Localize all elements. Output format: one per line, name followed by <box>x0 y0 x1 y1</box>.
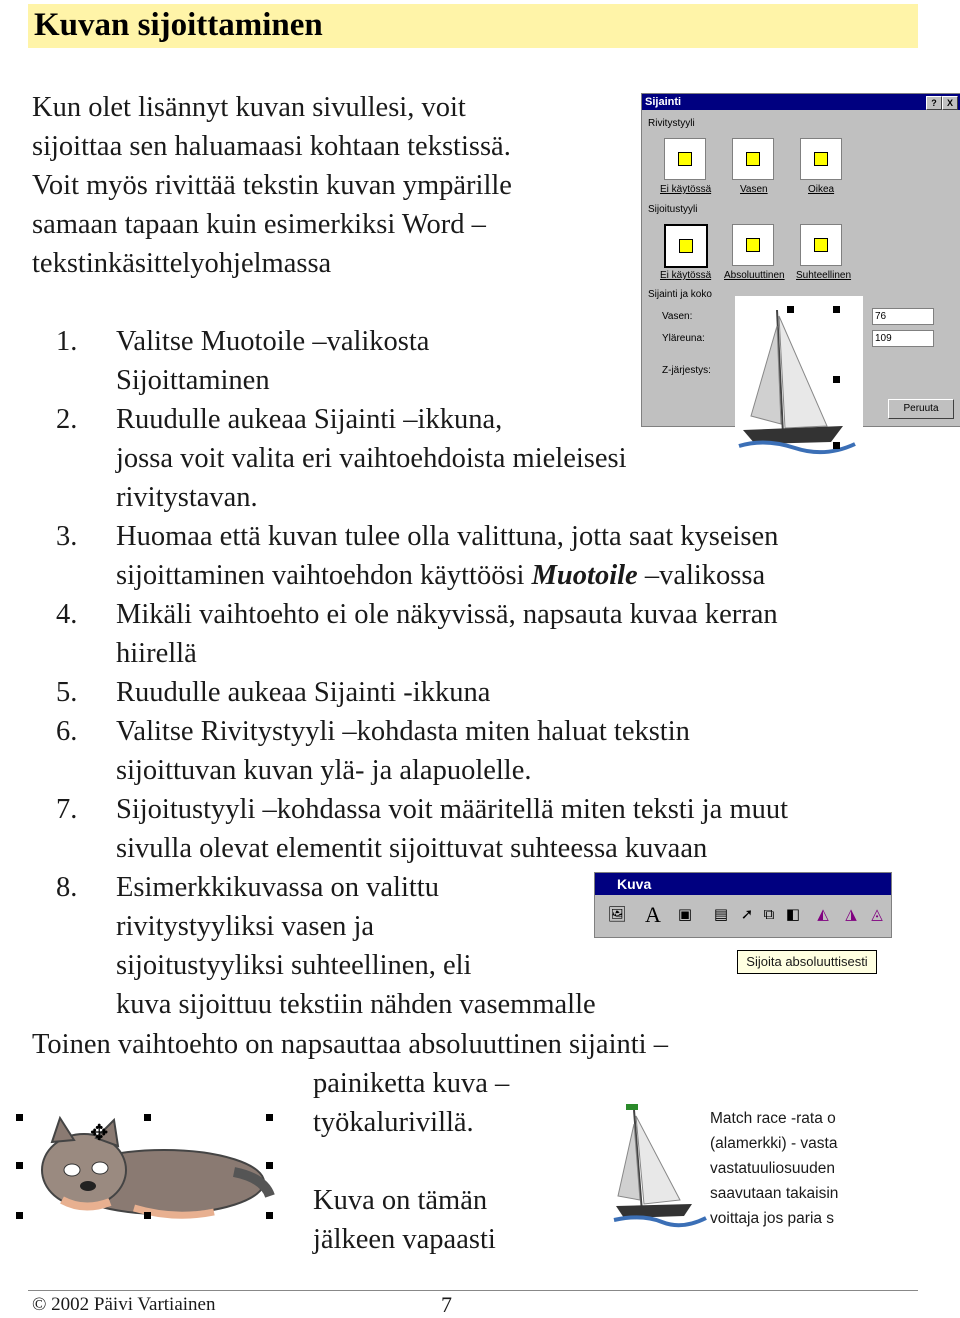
intro-line: tekstinkäsittelyohjelmassa <box>32 248 332 279</box>
intro-line: samaan tapaan kuin esimerkiksi Word – <box>32 209 486 240</box>
pos-none-label: Ei käytössä <box>660 270 712 281</box>
cursor-arrow-icon: ➚ <box>740 906 754 923</box>
pos-relative-label: Suhteellinen <box>796 270 852 281</box>
step-8-line: sijoitustyyliksi suhteellinen, eli <box>116 950 472 981</box>
pos-group-label: Sijoitustyyli <box>648 204 698 215</box>
sailboat-image-2 <box>612 1100 708 1228</box>
step-7-line: sivulla olevat elementit sijoittuvat suhteessa kuvaan <box>116 833 708 864</box>
step-5-line: Ruudulle aukeaa Sijainti -ikkuna <box>116 677 491 708</box>
step-8-line: Esimerkkikuvassa on valittu <box>116 872 439 903</box>
bring-forward-icon[interactable]: ⧉ <box>763 906 775 923</box>
toolbar-tooltip: Sijoita absoluuttisesti <box>737 950 877 974</box>
intro-line: Voit myös rivittää tekstin kuvan ympärille <box>32 170 512 201</box>
dialog-title: Sijainti <box>642 94 960 110</box>
resize-handle[interactable] <box>144 1212 151 1219</box>
closing-line: painiketta kuva – <box>313 1068 510 1099</box>
footer-copyright: © 2002 Päivi Vartiainen <box>32 1294 216 1315</box>
top-label: Yläreuna: <box>662 333 705 344</box>
wrap-none-label: Ei käytössä <box>660 184 712 195</box>
step-6-line: Valitse Rivitystyyli –kohdasta miten haluat tekstin <box>116 716 690 747</box>
resize-handle[interactable] <box>266 1114 273 1121</box>
resize-handle[interactable] <box>787 306 794 313</box>
page-title: Kuvan sijoittaminen <box>34 7 323 43</box>
square-icon <box>679 239 693 253</box>
top-field[interactable]: 109 <box>872 330 934 347</box>
resize-handle[interactable] <box>16 1162 23 1169</box>
resize-handle[interactable] <box>833 442 840 449</box>
resize-handle[interactable] <box>833 306 840 313</box>
resize-handle[interactable] <box>16 1212 23 1219</box>
align-right-icon[interactable]: ◬ <box>871 906 883 923</box>
square-icon <box>678 152 692 166</box>
step-number: 6. <box>56 716 78 747</box>
step-number: 4. <box>56 599 78 630</box>
note-line: voittaja jos paria s <box>710 1210 835 1227</box>
text-icon[interactable]: A <box>645 902 661 927</box>
step-number: 1. <box>56 326 78 357</box>
step-3-text: sijoittaminen vaihtoehdon käyttöösi <box>116 560 532 591</box>
resize-handle[interactable] <box>144 1114 151 1121</box>
title-bar <box>28 4 918 48</box>
close-button[interactable]: X <box>942 96 958 110</box>
square-icon <box>814 238 828 252</box>
pos-absolute-option[interactable] <box>732 224 774 266</box>
move-cursor-icon: ✥ <box>90 1120 109 1145</box>
example-note <box>710 1106 852 1231</box>
intro-line: Kun olet lisännyt kuvan sivullesi, voit <box>32 92 466 123</box>
align-center-icon[interactable]: ◮ <box>845 906 857 923</box>
resize-handle[interactable] <box>266 1162 273 1169</box>
resize-handle[interactable] <box>16 1114 23 1121</box>
step-4-line: Mikäli vaihtoehto ei ole näkyvissä, napsauta kuvaa kerran <box>116 599 778 630</box>
sailboat-icon <box>612 1100 708 1228</box>
left-field[interactable]: 76 <box>872 308 934 325</box>
menu-name-muotoile: Muotoile <box>531 560 638 591</box>
absolute-position-icon[interactable]: ▤ <box>713 906 729 923</box>
square-icon <box>746 152 760 166</box>
wrap-right-option[interactable] <box>800 138 842 180</box>
wrap-group-label: Rivitystyyli <box>648 118 695 129</box>
cat-image[interactable] <box>14 1112 276 1224</box>
left-label: Vasen: <box>662 311 693 322</box>
kuva-toolbar <box>594 872 892 938</box>
wrap-left-option[interactable] <box>732 138 774 180</box>
note-line: vastatuuliosuuden <box>710 1160 835 1177</box>
step-3-text: –valikossa <box>637 560 766 591</box>
step-8-line: rivitystyyliksi vasen ja <box>116 911 375 942</box>
cat-icon <box>14 1112 276 1224</box>
resize-handle[interactable] <box>833 376 840 383</box>
step-number: 8. <box>56 872 78 903</box>
size-group-label: Sijainti ja koko <box>648 289 712 300</box>
step-number: 5. <box>56 677 78 708</box>
step-6-line: sijoittuvan kuvan ylä- ja alapuolelle. <box>116 755 532 786</box>
pos-none-option[interactable] <box>664 224 708 268</box>
resize-handle[interactable] <box>266 1212 273 1219</box>
closing-line: Kuva on tämän <box>313 1185 488 1216</box>
step-3-line: Huomaa että kuvan tulee olla valittuna, jotta saat kyseisen <box>116 521 779 552</box>
wrap-left-label: Vasen <box>740 184 768 195</box>
step-number: 2. <box>56 404 78 435</box>
step-2-line: rivitystavan. <box>116 482 258 513</box>
sailboat-image[interactable] <box>735 296 863 456</box>
square-icon <box>814 152 828 166</box>
step-number: 7. <box>56 794 78 825</box>
closing-line: työkalurivillä. <box>313 1107 474 1138</box>
step-4-line: hiirellä <box>116 638 197 669</box>
note-line: saavutaan takaisin <box>710 1185 839 1202</box>
pos-relative-option[interactable] <box>800 224 842 266</box>
step-3-line <box>116 556 765 595</box>
cancel-button[interactable]: Peruuta <box>888 399 954 419</box>
intro-line: sijoittaa sen haluamaasi kohtaan tekstissä. <box>32 131 511 162</box>
send-backward-icon[interactable]: ◧ <box>785 906 801 923</box>
wrap-none-option[interactable] <box>664 138 706 180</box>
step-7-line: Sijoitustyyli –kohdassa voit määritellä miten teksti ja muut <box>116 794 789 825</box>
step-2-line: jossa voit valita eri vaihtoehdoista mieleisesi <box>116 443 627 474</box>
step-number: 3. <box>56 521 78 552</box>
z-order-label: Z-järjestys: <box>662 365 711 376</box>
closing-line: Toinen vaihtoehto on napsauttaa absoluuttinen sijainti – <box>32 1029 668 1060</box>
note-line: Match race -rata o <box>710 1110 836 1127</box>
step-1-line: Valitse Muotoile –valikosta <box>116 326 430 357</box>
step-2-line: Ruudulle aukeaa Sijainti –ikkuna, <box>116 404 503 435</box>
image-properties-icon[interactable]: ▣ <box>677 906 693 923</box>
insert-picture-icon[interactable]: 🖼 <box>607 906 627 923</box>
closing-line: jälkeen vapaasti <box>313 1224 496 1255</box>
toolbar-title: Kuva <box>595 873 891 895</box>
page-number: 7 <box>441 1292 452 1317</box>
square-icon <box>746 238 760 252</box>
step-1-line: Sijoittaminen <box>116 365 270 396</box>
align-left-icon[interactable]: ◭ <box>817 906 829 923</box>
intro-paragraph <box>32 88 512 283</box>
wrap-right-label: Oikea <box>808 184 835 195</box>
sailboat-icon <box>735 296 863 456</box>
footer-divider <box>28 1290 918 1291</box>
step-8-line: kuva sijoittuu tekstiin nähden vasemmalle <box>116 989 596 1020</box>
pos-absolute-label: Absoluuttinen <box>724 270 785 281</box>
note-line: (alamerkki) - vasta <box>710 1135 838 1152</box>
help-button[interactable]: ? <box>926 96 942 110</box>
